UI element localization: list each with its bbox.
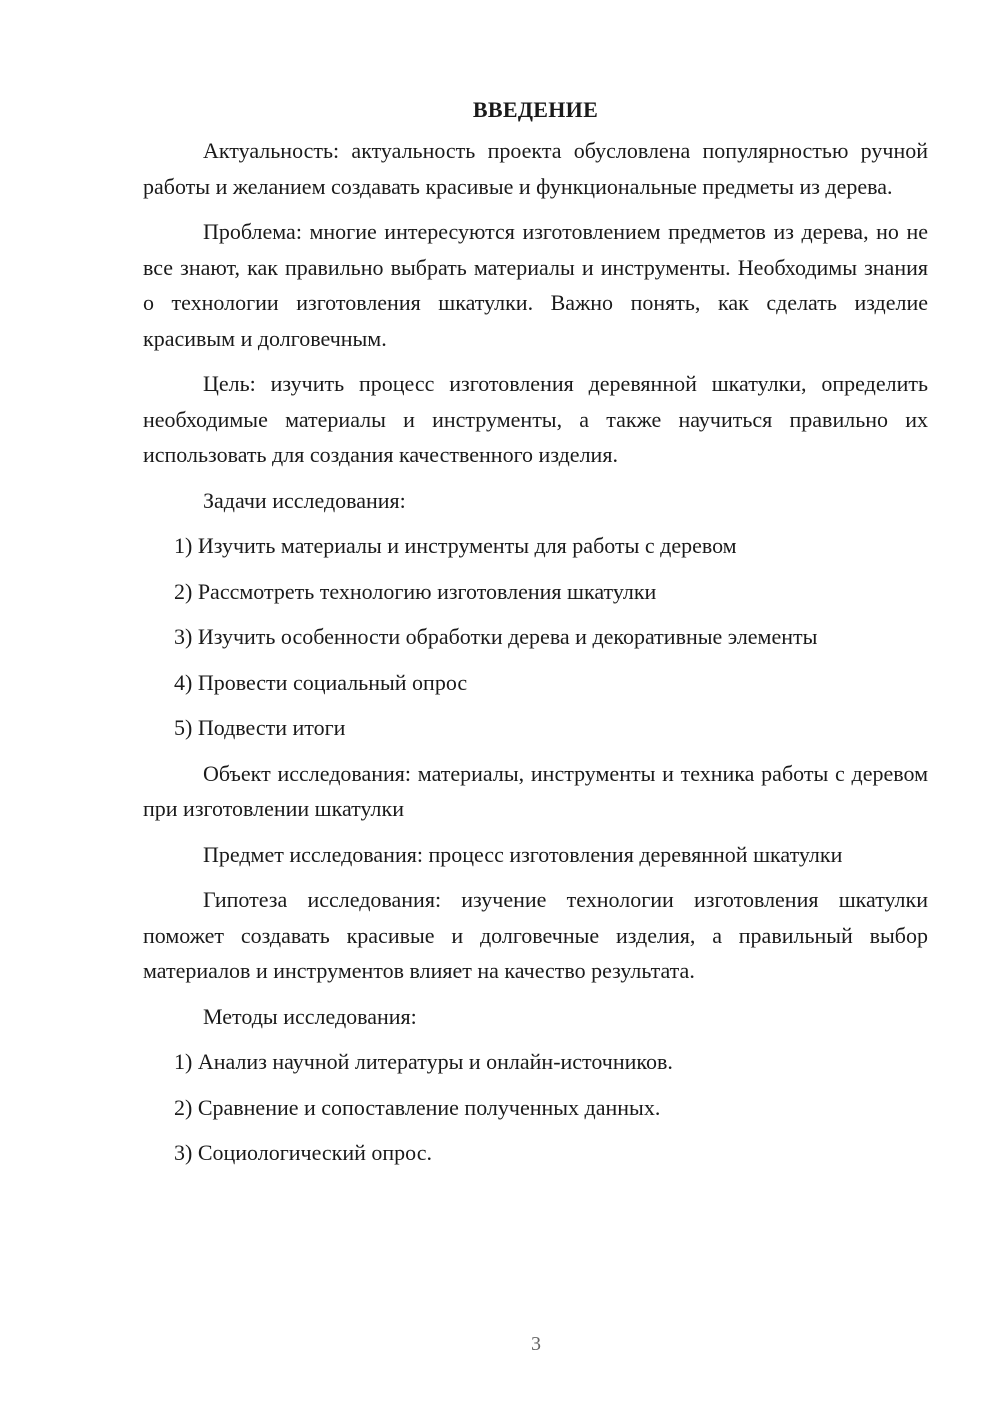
- problem-paragraph: Проблема: многие интересуются изготовлением предметов из дерева, но не все знают, как правильно выбрать материалы и инструменты. Необходимы знания о технологии изготовления шкатулки. Важно понять, как сделать изделие красивым и долговечным.: [143, 219, 928, 351]
- list-item: 1) Изучить материалы и инструменты для работы с деревом: [174, 533, 737, 558]
- list-item: 3) Социологический опрос.: [174, 1140, 432, 1165]
- document-page: [143, 92, 928, 1171]
- list-item: 1) Анализ научной литературы и онлайн-источников.: [174, 1049, 673, 1074]
- list-item: 2) Сравнение и сопоставление полученных данных.: [174, 1094, 661, 1120]
- methods-list: [143, 1044, 928, 1171]
- page-title: ВВЕДЕНИЕ: [472, 97, 599, 122]
- list-item: 3) Изучить особенности обработки дерева и декоративные элементы: [174, 624, 818, 649]
- list-item: 4) Провести социальный опрос: [174, 669, 468, 695]
- relevance-paragraph: Актуальность: актуальность проекта обусловлена популярностью ручной работы и желанием создавать красивые и функциональные предметы из дерева.: [143, 138, 928, 199]
- list-item: 5) Подвести итоги: [174, 715, 346, 740]
- page-number: 3: [531, 1333, 541, 1355]
- hypothesis-paragraph: Гипотеза исследования: изучение технологии изготовления шкатулки поможет создавать красивые и долговечные изделия, а правильный выбор материалов и инструментов влияет на качество результата.: [143, 887, 928, 983]
- list-item: 2) Рассмотреть технологию изготовления шкатулки: [174, 578, 657, 604]
- object-paragraph: Объект исследования: материалы, инструменты и техника работы с деревом при изготовлении шкатулки: [143, 760, 928, 821]
- methods-heading: Методы исследования:: [203, 1003, 417, 1029]
- tasks-heading: Задачи исследования:: [203, 487, 406, 513]
- tasks-list: [143, 528, 928, 746]
- goal-paragraph: Цель: изучить процесс изготовления деревянной шкатулки, определить необходимые материалы и инструменты, а также научиться правильно их использовать для создания качественного изделия.: [143, 371, 928, 467]
- subject-paragraph: Предмет исследования: процесс изготовления деревянной шкатулки: [203, 841, 843, 867]
